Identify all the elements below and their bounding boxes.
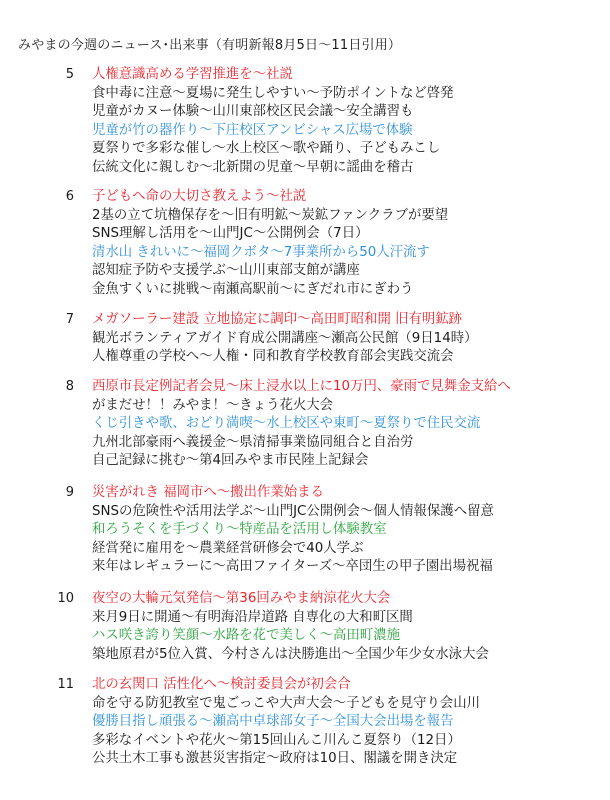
news-item: 人権尊重の学校へ～人権・同和教育学校教育部会実践交流会 <box>92 349 454 365</box>
news-item: 和ろうそくを手づくり～特産品を活用し体験教室 <box>92 522 387 538</box>
news-headline: 災害がれき 福岡市へ～搬出作業始まる <box>92 485 324 500</box>
news-item: 優勝目指し頑張る～瀬高中卓球部女子～全国大会出場を報告 <box>92 714 454 730</box>
day-5 <box>65 66 608 178</box>
day-number: 5 <box>65 67 74 82</box>
news-item: くじ引きや歌、おどり満喫～水上校区や東町～夏祭りで住民交流 <box>92 416 481 432</box>
news-item: 2基の立て坑櫓保存を～旧有明鉱～炭鉱ファンクラブが要望 <box>92 207 449 223</box>
day-9 <box>65 484 608 577</box>
news-item: がまだせ！！みやま！～きょう花火大会 <box>92 397 334 413</box>
day-8 <box>65 378 608 471</box>
day-number: 11 <box>57 677 74 692</box>
day-6 <box>65 188 608 300</box>
news-item: 児童がカヌー体験～山川東部校区民会議～安全講習も <box>92 104 414 120</box>
news-item: 経営発に雇用を～農業経営研修会で40人学ぶ <box>92 540 364 556</box>
news-item: 伝統文化に親しむ～北新開の児童～早朝に謡曲を稽古 <box>92 159 414 175</box>
news-item: SNSの危険性や活用法学ぶ～山門JC公開例会～個人情報保護へ留意 <box>92 503 494 519</box>
news-item: 多彩なイベントや花火～第15回山んこ川んこ夏祭り（12日） <box>92 732 461 748</box>
news-headline: 人権意識高める学習推進を～社説 <box>92 67 293 82</box>
day-11 <box>57 676 608 769</box>
news-headline: 夜空の大輪元気発信～第36回みやま納涼花火大会 <box>92 591 391 606</box>
news-item: 清水山 きれいに～福岡クボタ～7事業所から50人汗流す <box>92 244 430 260</box>
news-headline: 子どもへ命の大切さ教えよう～社説 <box>92 189 307 204</box>
news-item: 夏祭りで多彩な催し～水上校区～歌や踊り、子どもみこし <box>92 141 441 157</box>
news-item: 児童が竹の器作り～下庄校区アンビシャス広場で体験 <box>92 122 413 138</box>
day-number: 10 <box>57 591 74 606</box>
news-headline: 北の玄関口 活性化へ～検討委員会が初会合 <box>92 677 351 692</box>
news-item: 観光ボランティアガイド育成公開講座～瀬高公民館（9日14時） <box>92 330 478 346</box>
page-title: みやまの今週のニュース･出来事（有明新報8月5日～11日引用） <box>18 38 402 53</box>
news-headline: 西原市長定例記者会見～床上浸水以上に10万円、豪雨で見舞金支給へ <box>92 379 511 394</box>
news-item: 金魚すくいに挑戦～南瀬高駅前～にぎだれ市にぎわう <box>92 281 414 297</box>
news-item: 九州北部豪雨へ義援金～県清掃事業協同組合と自治労 <box>92 434 414 450</box>
day-10 <box>57 590 608 664</box>
news-headline: メガソーラー建設 立地協定に調印～高田町昭和開 旧有明鉱跡 <box>92 312 463 327</box>
day-number: 8 <box>65 379 74 394</box>
news-item: 公共土木工事も激甚災害指定～政府は10日、閣議を開き決定 <box>92 751 458 767</box>
news-item: 自己記録に挑む～第4回みやま市民陸上記録会 <box>92 453 369 469</box>
news-item: 認知症予防や支援学ぶ～山川東部支館が講座 <box>92 263 360 279</box>
news-item: 築地原君が5位入賞、今村さんは決勝進出～全国少年少女水泳大会 <box>92 646 489 662</box>
day-number: 7 <box>65 312 74 327</box>
news-item: 命を守る防犯教室で鬼ごっこや大声大会～子どもを見守り会山川 <box>92 695 481 711</box>
news-item: ハス咲き誇り笑顔～水路を花で美しく～高田町濃施 <box>92 628 400 644</box>
news-item: SNS理解し活用を～山門JC～公開例会（7日） <box>92 226 369 242</box>
day-number: 6 <box>65 189 74 204</box>
news-item: 来月9日に開通～有明海沿岸道路 自専化の大和町区間 <box>92 609 413 625</box>
news-item: 来年はレギュラーに～高田ファイターズ～卒団生の甲子園出場祝福 <box>92 559 493 575</box>
day-7 <box>65 311 608 367</box>
news-item: 食中毒に注意～夏場に発生しやすい～予防ポイントなど啓発 <box>92 85 454 101</box>
day-number: 9 <box>65 485 74 500</box>
